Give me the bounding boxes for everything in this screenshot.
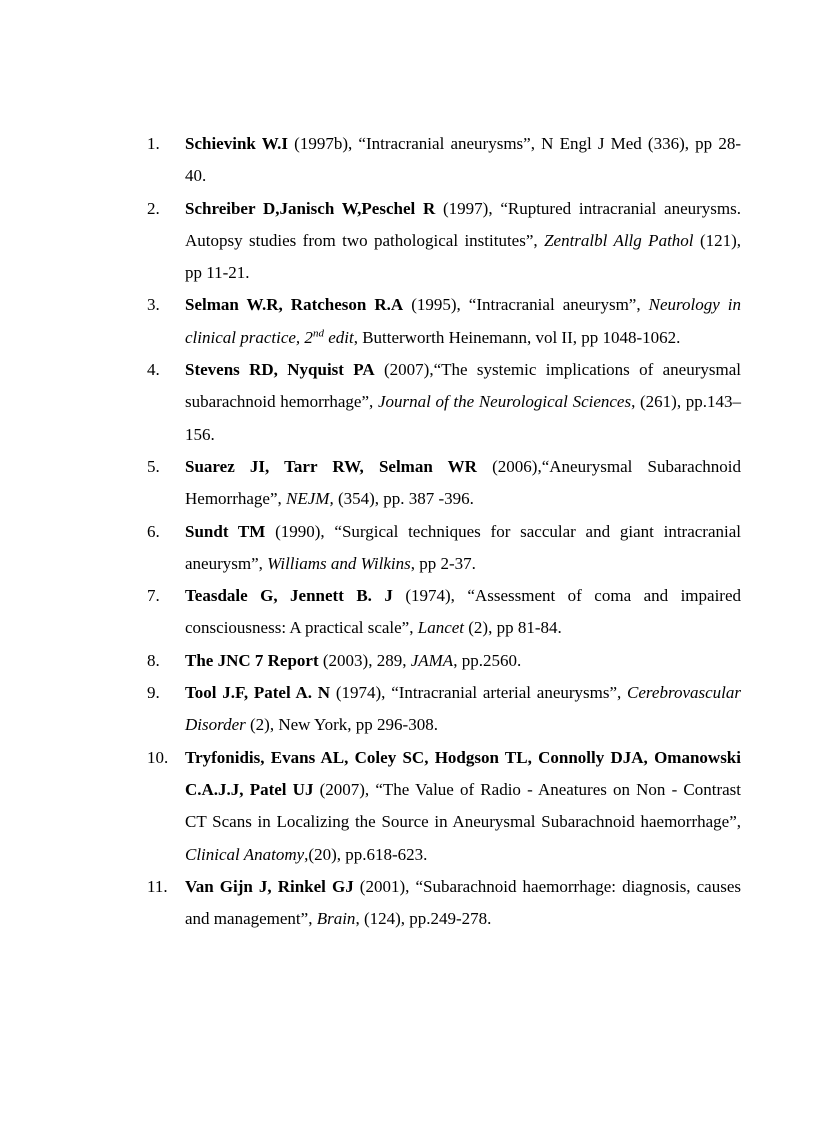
reference-details: , (261), pp.143–156. [185, 392, 741, 444]
reference-journal: Zentralbl Allg Pathol [544, 230, 694, 250]
reference-authors: Tool J.F, Patel A. N [185, 683, 331, 703]
reference-number: 6. [147, 521, 160, 541]
reference-details: , Butterworth Heinemann, vol II, pp 1048-1062. [353, 327, 681, 347]
reference-title: “Aneurysmal Subarachnoid Hemorrhage”, [185, 456, 741, 509]
reference-details: (2), New York, pp 296-308. [245, 715, 438, 735]
reference-year: (2003), 289, [318, 650, 411, 670]
reference-year: (1997b), [288, 134, 359, 153]
reference-authors: Schreiber D,Janisch W,Peschel R [185, 198, 436, 218]
reference-details: (2), pp 81-84. [464, 618, 562, 638]
reference-item [147, 193, 741, 290]
reference-authors: The JNC 7 Report [185, 650, 319, 670]
reference-item [147, 871, 741, 936]
reference-authors: Schievink W.I [185, 134, 289, 153]
reference-title: “The systemic implications of aneurysmal subarachnoid hemorrhage”, [185, 360, 741, 412]
reference-journal: Clinical Anatomy [185, 844, 305, 864]
reference-journal: Williams and Wilkins [267, 553, 411, 573]
reference-details: (354), pp. 387 -396. [333, 489, 474, 509]
reference-number: 10. [147, 747, 169, 767]
reference-title: “Subarachnoid haemorrhage: diagnosis, causes and management”, [185, 876, 742, 929]
reference-number: 11. [147, 876, 168, 896]
reference-number: 2. [147, 198, 160, 218]
reference-item [147, 677, 741, 742]
reference-details: , pp 2-37. [410, 553, 476, 573]
reference-year: (2001), [353, 876, 416, 896]
reference-number: 8. [147, 650, 160, 670]
reference-authors: Teasdale G, Jennett B. J [185, 586, 393, 606]
reference-number: 4. [147, 360, 160, 380]
reference-journal: Brain [316, 909, 356, 929]
reference-details: (121), pp 11-21. [185, 230, 742, 283]
reference-year: (2006), [476, 456, 542, 476]
reference-year: (1997), [435, 198, 501, 218]
reference-journal: Cerebrovascular Disorder [185, 683, 741, 735]
reference-year: (1974), [330, 683, 392, 703]
reference-title: “Ruptured intracranial aneurysms. Autopsy studies from two pathological institutes”, [185, 198, 741, 250]
reference-journal: Neurology in clinical practice, 2nd edit [185, 295, 741, 347]
reference-title: “Intracranial aneurysms”, N Engl J Med (336), pp 28-40. [185, 134, 741, 186]
reference-journal: Lancet [417, 618, 465, 638]
reference-authors: Sundt TM [185, 521, 266, 541]
reference-authors: Suarez JI, Tarr RW, Selman WR [185, 456, 477, 476]
reference-authors: Van Gijn J, Rinkel GJ [185, 876, 354, 896]
reference-year: (2007), [374, 360, 434, 380]
reference-year: (2007), [313, 779, 376, 799]
reference-details: , pp.2560. [453, 650, 522, 670]
reference-item [147, 289, 741, 354]
reference-details: , (124), pp.249-278. [355, 909, 492, 929]
reference-journal: Journal of the Neurological Sciences [377, 392, 632, 412]
reference-authors: Selman W.R, Ratcheson R.A [185, 295, 404, 315]
reference-year: (1974), [392, 586, 468, 606]
reference-title: “Assessment of coma and impaired consciousness: A practical scale”, [185, 586, 741, 638]
reference-authors: Tryfonidis, Evans AL, Coley SC, Hodgson TL, Connolly DJA, Omanowski C.A.J.J, Patel UJ [185, 747, 741, 799]
reference-details: ,(20), pp.618-623. [304, 844, 428, 864]
reference-journal: NEJM, [286, 489, 334, 509]
reference-title: “Intracranial arterial aneurysms”, [391, 683, 628, 703]
reference-journal: JAMA [410, 650, 454, 670]
reference-title: “The Value of Radio - Aneatures on Non - Contrast CT Scans in Localizing the Source in Aneurysmal Subarachnoid haemorrhage”, [185, 779, 741, 832]
reference-item [147, 742, 741, 871]
reference-number: 9. [147, 683, 160, 703]
reference-year: (1995), [403, 295, 469, 315]
reference-item [147, 580, 741, 645]
reference-item [147, 451, 741, 516]
reference-item [147, 516, 741, 581]
reference-list [147, 128, 741, 935]
reference-title: “Intracranial aneurysm”, [468, 295, 649, 315]
reference-number: 7. [147, 586, 160, 606]
reference-authors: Stevens RD, Nyquist PA [185, 360, 375, 380]
reference-item [147, 128, 741, 193]
reference-number: 1. [147, 134, 160, 153]
reference-item [147, 354, 741, 451]
reference-item [147, 645, 741, 677]
reference-year: (1990), [265, 521, 335, 541]
reference-number: 3. [147, 295, 160, 315]
reference-title: “Surgical techniques for saccular and giant intracranial aneurysm”, [185, 521, 742, 573]
reference-number: 5. [147, 456, 160, 476]
